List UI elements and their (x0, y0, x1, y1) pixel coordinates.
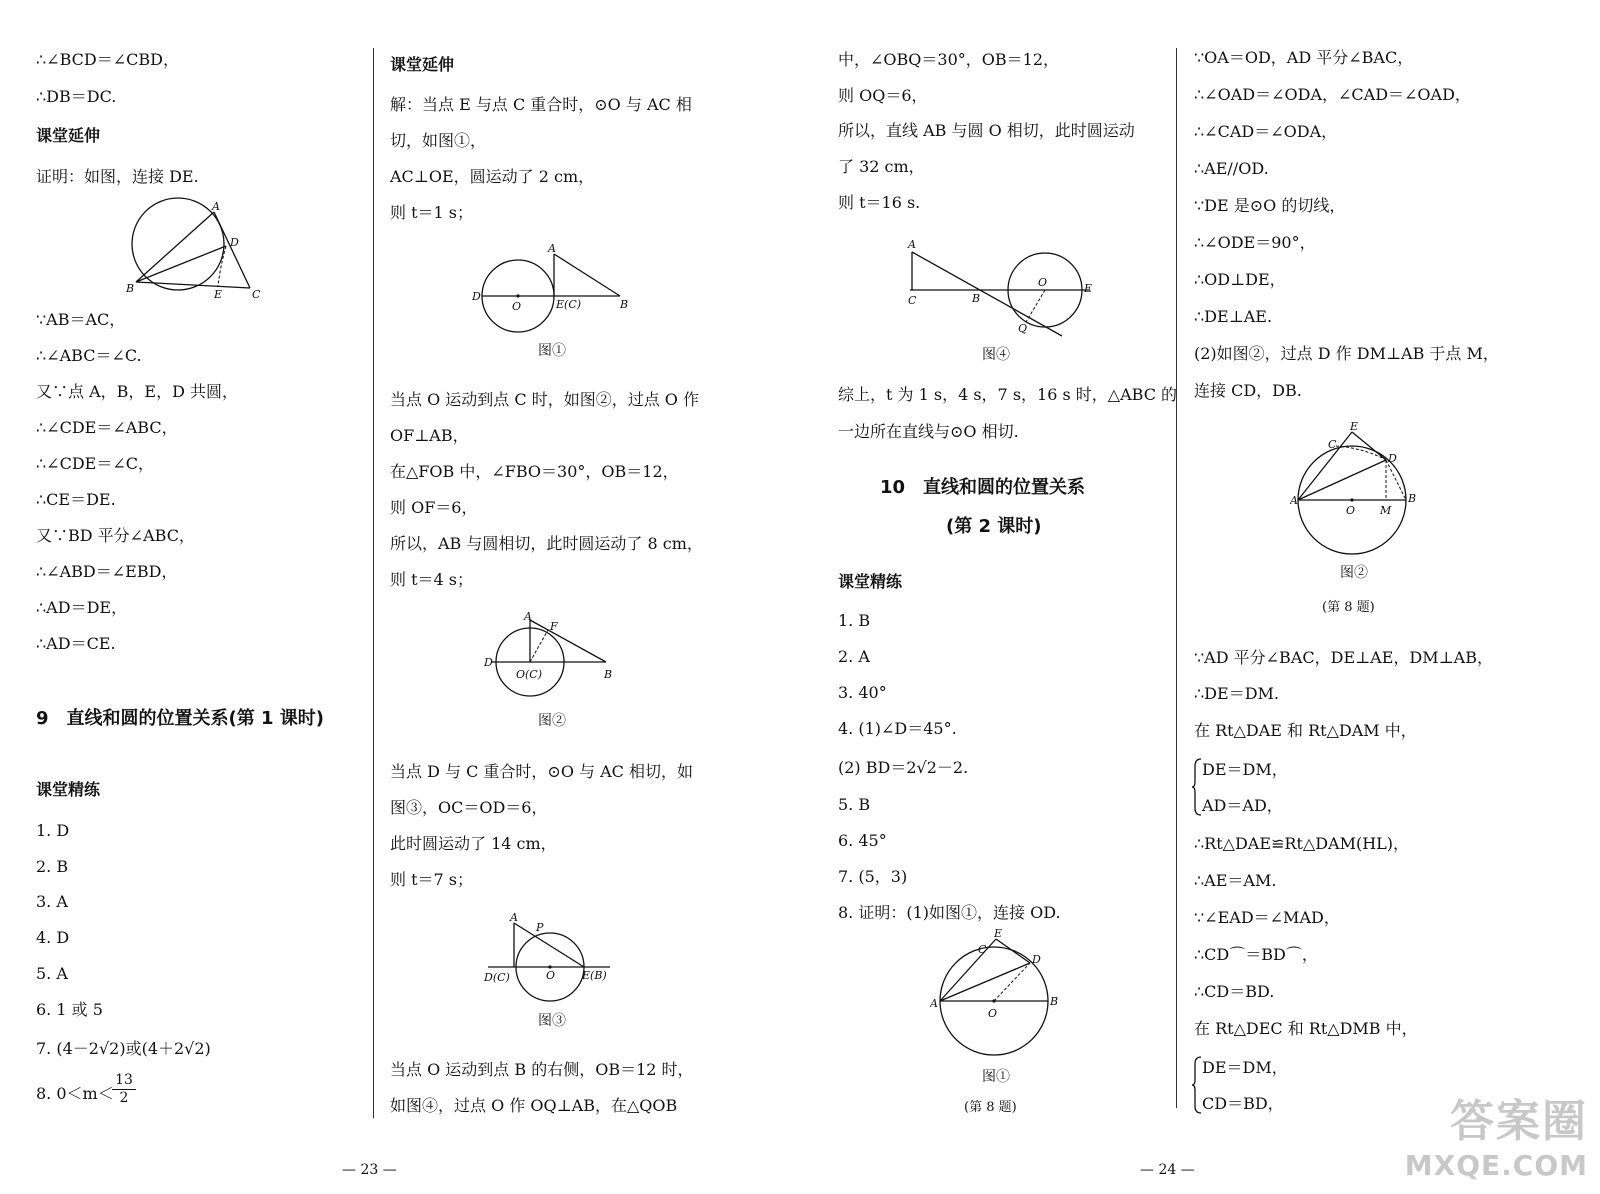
fig-label: M (1380, 504, 1392, 517)
text-line: 图③，OC＝OD＝6， (390, 798, 548, 817)
fig-label: D(C) (484, 971, 510, 984)
text-line: 则 t＝1 s； (390, 203, 473, 222)
fig-label: E (1084, 282, 1093, 295)
figure-caption: 图③ (538, 1013, 566, 1029)
figure-3 (480, 905, 620, 1005)
text-line: ∴∠ABC＝∠C. (36, 346, 142, 365)
column-divider (1176, 48, 1177, 1108)
fig-label: O (1346, 504, 1356, 517)
text-line: ∴AE＝AM. (1194, 871, 1277, 890)
section-heading: 10 直线和圆的位置关系 (880, 477, 1086, 498)
page-number: — 24 — (1140, 1162, 1195, 1178)
text-line: ∴∠ABD＝∠EBD， (36, 562, 178, 581)
fig-label: E(C) (556, 298, 582, 311)
fig-label: A (1290, 494, 1298, 507)
answer-item: 1. B (838, 611, 871, 630)
watermark-logo (1405, 1085, 1588, 1182)
fig-label: B (604, 668, 613, 681)
text-line: ∴CE＝DE. (36, 490, 116, 509)
figure-2 (482, 610, 622, 705)
fig-label: D (472, 290, 481, 303)
fig-label: A (548, 242, 556, 255)
subheading: 课堂延伸 (390, 55, 455, 74)
text-line: 当点 O 运动到点 C 时，如图②，过点 O 作 (390, 390, 699, 409)
fig-label: C (908, 294, 917, 307)
text-line: ∵∠EAD＝∠MAD， (1194, 908, 1340, 927)
fig-label: D (1388, 452, 1397, 465)
text-line: ∴AE//OD. (1194, 159, 1269, 178)
watermark-text: 答案圈 (1450, 1096, 1588, 1147)
text-line: 此时圆运动了 14 cm， (390, 834, 557, 853)
fig-label: B (620, 298, 629, 311)
text-line: 如图④，过点 O 作 OQ⊥AB，在△QOB (390, 1096, 678, 1115)
fig-label: A (212, 200, 220, 213)
answer-item: (2) BD＝2√2－2. (838, 758, 969, 777)
answer-item: 6. 1 或 5 (36, 1000, 103, 1019)
text-line: ∴DE＝DM. (1194, 684, 1279, 703)
text-line: 连接 CD，DB. (1194, 381, 1302, 400)
text-line: 切，如图①， (390, 131, 487, 150)
subheading: 课堂延伸 (36, 126, 101, 145)
answer-item: 5. A (36, 964, 68, 983)
text-line: 所以，AB 与圆相切，此时圆运动了 8 cm， (390, 534, 703, 553)
text-line: 则 t＝4 s； (390, 570, 473, 589)
text-line: ∴Rt△DAE≌Rt△DAM(HL)， (1194, 834, 1410, 853)
answer-item: 8. 证明：(1)如图①，连接 OD. (838, 903, 1061, 922)
figure-caption: 图④ (982, 347, 1010, 363)
text-line: ∴∠CDE＝∠C， (36, 454, 154, 473)
answer-item: 8. 0＜m＜ (36, 1084, 114, 1103)
fig-label: O(C) (516, 668, 543, 681)
fraction-numerator: 13 (112, 1072, 136, 1090)
answer-item: 6. 45° (838, 831, 887, 850)
text-line: (2)如图②，过点 D 作 DM⊥AB 于点 M， (1194, 344, 1499, 363)
text-line: AD＝AD， (1202, 796, 1283, 815)
figure-caption: 图① (982, 1069, 1010, 1085)
fig-label: O (988, 1007, 998, 1020)
fig-label: Q (1018, 322, 1028, 335)
answer-item: 2. A (838, 647, 870, 666)
fig-label: O (546, 969, 556, 982)
text-line: ∴∠CDE＝∠ABC， (36, 418, 178, 437)
text-line: 中，∠OBQ＝30°，OB＝12， (838, 50, 1059, 69)
answer-item: 4. (1)∠D＝45°. (838, 719, 957, 738)
fig-label: F (550, 620, 558, 633)
section-subheading: (第 2 课时) (946, 516, 1042, 537)
text-line: ∴CD＝BD. (1194, 982, 1275, 1001)
text-line: 又∵点 A，B，E，D 共圆， (36, 382, 238, 401)
section-heading: 9 直线和圆的位置关系(第 1 课时) (36, 708, 325, 729)
text-line: 解：当点 E 与点 C 重合时，⊙O 与 AC 相 (390, 95, 692, 114)
fig-label: D (1032, 953, 1041, 966)
column-divider (373, 48, 374, 1118)
fig-label: A (510, 911, 518, 924)
watermark-url: MXQE.COM (1404, 1149, 1588, 1182)
fig-label: B (1050, 995, 1059, 1008)
fig-label: B (972, 292, 981, 305)
fig-label: D (484, 656, 493, 669)
figure-caption: 图② (538, 713, 566, 729)
brace (1192, 1056, 1202, 1114)
figure-4 (900, 232, 1100, 342)
fraction-denominator: 2 (119, 1090, 129, 1106)
fig-label: B (126, 282, 135, 295)
fraction (112, 1072, 136, 1107)
text-line: ∴DB＝DC. (36, 87, 117, 106)
fig-label: C (252, 288, 261, 301)
text-line: ∴AD＝CE. (36, 634, 116, 653)
text-line: ∴CD⌒＝BD⌒， (1194, 945, 1318, 964)
page-number: — 23 — (342, 1162, 397, 1178)
fig-label: C (1328, 438, 1337, 451)
answer-item: 3. 40° (838, 683, 887, 702)
text-line: 当点 O 运动到点 B 的右侧，OB＝12 时， (390, 1060, 694, 1079)
figure-circle-abdec (126, 196, 306, 306)
fig-label: O (512, 300, 522, 313)
text-line: ∵DE 是⊙O 的切线， (1194, 196, 1346, 215)
fig-label: E (214, 288, 223, 301)
text-line: 则 OQ＝6， (838, 86, 928, 105)
text-line: 在△FOB 中，∠FBO＝30°，OB＝12， (390, 462, 679, 481)
answer-item: 1. D (36, 821, 70, 840)
answer-item: 5. B (838, 795, 871, 814)
text-line: 又∵BD 平分∠ABC， (36, 526, 195, 545)
figure-1 (472, 240, 642, 340)
text-line: ∴∠CAD＝∠ODA， (1194, 122, 1338, 141)
fig-label: E (1350, 420, 1359, 433)
fig-label: C (978, 943, 987, 956)
text-line: ∵OA＝OD，AD 平分∠BAC， (1194, 48, 1414, 67)
text-line: 在 Rt△DAE 和 Rt△DAM 中， (1194, 721, 1417, 740)
answer-item: 2. B (36, 857, 69, 876)
text-line: OF⊥AB， (390, 426, 469, 445)
answer-item: 7. (4－2√2)或(4＋2√2) (36, 1039, 211, 1058)
fig-label: A (930, 997, 938, 1010)
text-line: ∴DE⊥AE. (1194, 307, 1273, 326)
text-line: 所以，直线 AB 与圆 O 相切，此时圆运动 (838, 121, 1135, 140)
figure-8-part1 (930, 925, 1070, 1063)
text-line: DE＝DM， (1202, 760, 1288, 779)
text-line: ∴∠OAD＝∠ODA，∠CAD＝∠OAD， (1194, 85, 1471, 104)
fig-label: O (1038, 276, 1048, 289)
text-line: 了 32 cm， (838, 157, 925, 176)
text-line: CD＝BD， (1202, 1094, 1284, 1113)
text-line: ∵AD 平分∠BAC，DE⊥AE，DM⊥AB， (1194, 648, 1493, 667)
fig-label: E(B) (582, 969, 607, 982)
answer-item: 7. (5，3) (838, 867, 908, 886)
fig-label: A (908, 238, 916, 251)
text-line: 一边所在直线与⊙O 相切. (838, 422, 1019, 441)
text-line: 当点 D 与 C 重合时，⊙O 与 AC 相切，如 (390, 762, 693, 781)
text-line: DE＝DM， (1202, 1058, 1288, 1077)
question-caption: (第 8 题) (1322, 600, 1375, 615)
text-line: ∴OD⊥DE， (1194, 270, 1286, 289)
subheading: 课堂精练 (36, 780, 101, 799)
question-caption: (第 8 题) (964, 1100, 1017, 1115)
text-line: ∴∠BCD＝∠CBD， (36, 50, 179, 69)
text-line: 则 t＝16 s. (838, 193, 921, 212)
text-line: AC⊥OE，圆运动了 2 cm， (390, 167, 595, 186)
subheading: 课堂精练 (838, 572, 903, 591)
fig-label: E (994, 927, 1003, 940)
figure-caption: 图② (1340, 565, 1368, 581)
text-line: 在 Rt△DEC 和 Rt△DMB 中， (1194, 1019, 1418, 1038)
fig-label: A (524, 610, 532, 623)
text-line: ∵AB＝AC， (36, 310, 126, 329)
fig-label: B (1408, 492, 1417, 505)
text-line: ∴AD＝DE， (36, 598, 128, 617)
text-line: 则 t＝7 s； (390, 870, 473, 889)
answer-item: 4. D (36, 928, 70, 947)
fig-label: P (536, 921, 544, 934)
text-line: 则 OF＝6， (390, 498, 478, 517)
figure-8-part2 (1290, 420, 1426, 556)
text-line: 综上，t 为 1 s，4 s，7 s，16 s 时，△ABC 的 (838, 385, 1178, 404)
fig-label: D (230, 236, 239, 249)
text-line: 证明：如图，连接 DE. (36, 167, 199, 186)
answer-item: 3. A (36, 892, 68, 911)
brace (1192, 758, 1202, 816)
text-line: ∴∠ODE＝90°， (1194, 233, 1316, 252)
figure-caption: 图① (538, 343, 566, 359)
